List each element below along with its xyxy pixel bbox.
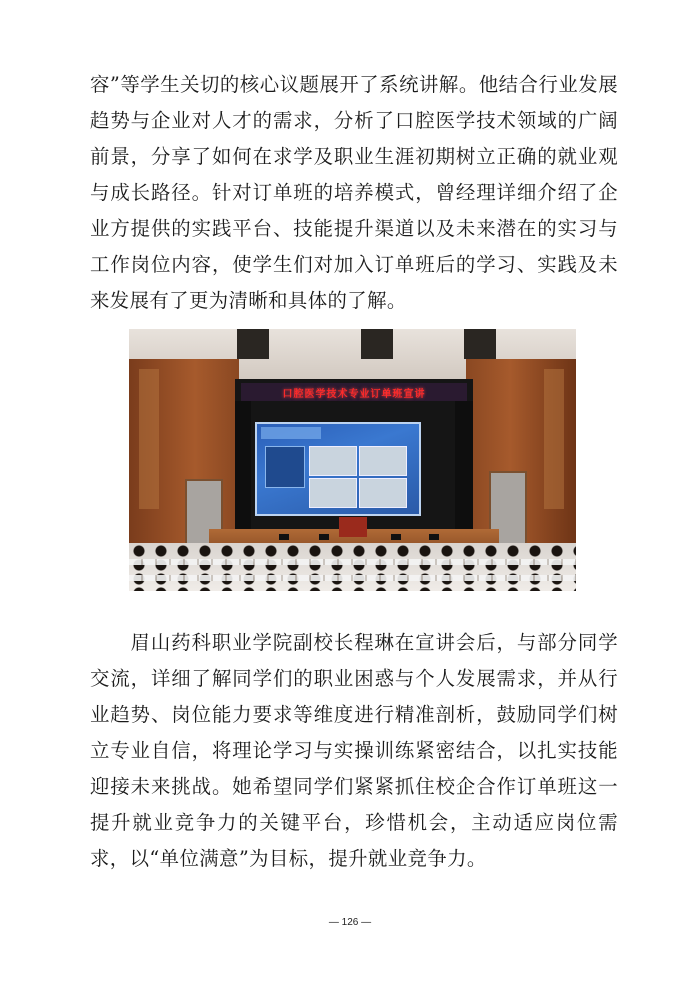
stage-curtain xyxy=(455,401,473,539)
audience xyxy=(129,543,576,591)
wall-panel xyxy=(139,369,159,509)
body-paragraph-1: 容”等学生关切的核心议题展开了系统讲解。他结合行业发展趋势与企业对人才的需求，分析了口腔医学技术领域的广阔前景，分享了如何在求学及职业生涯初期树立正确的就业观与成长路径。针对订单班的培养模式，曾经理详细介绍了企业方提供的实践平台、技能提升渠道以及未来潜在的实习与工作岗位内容，使学生们对加入订单班后的学习、实践及未来发展有了更为清晰和具体的了解。 xyxy=(90,73,618,312)
seat-row xyxy=(129,575,576,581)
page-number: — 126 — xyxy=(328,917,372,928)
stage-monitor xyxy=(279,534,289,540)
projection-screen xyxy=(255,422,421,516)
body-paragraph-2 xyxy=(90,625,618,877)
slide-text-block xyxy=(265,446,305,488)
slide-photo xyxy=(359,446,407,476)
stage-curtain xyxy=(235,401,251,539)
banner-text: 口腔医学技术专业订单班宣讲 xyxy=(282,388,426,400)
slide-header xyxy=(261,427,321,439)
slide-photo xyxy=(359,478,407,508)
stage-banner xyxy=(241,383,467,401)
lecture-hall-photo xyxy=(129,329,576,591)
stage-monitor xyxy=(319,534,329,540)
slide-photo xyxy=(309,446,357,476)
podium xyxy=(339,517,367,537)
slide-photo xyxy=(309,478,357,508)
body-paragraph-2-text: 眉山药科职业学院副校长程琳在宣讲会后，与部分同学交流，详细了解同学们的职业困惑与个人发展需求，并从行业趋势、岗位能力要求等维度进行精准剖析，鼓励同学们树立专业自信，将理论学习与实操训练紧密结合，以扎实技能迎接未来挑战。她希望同学们紧紧抓住校企合作订单班这一提升就业竞争力的关键平台，珍惜机会，主动适应岗位需求，以“单位满意”为目标，提升就业竞争力。 xyxy=(90,631,618,870)
stage-monitor xyxy=(391,534,401,540)
ceiling-light xyxy=(237,329,269,359)
seat-row xyxy=(129,559,576,565)
stage-monitor xyxy=(429,534,439,540)
ceiling-light xyxy=(464,329,496,359)
wall-panel xyxy=(544,369,564,509)
ceiling-light xyxy=(361,329,393,359)
